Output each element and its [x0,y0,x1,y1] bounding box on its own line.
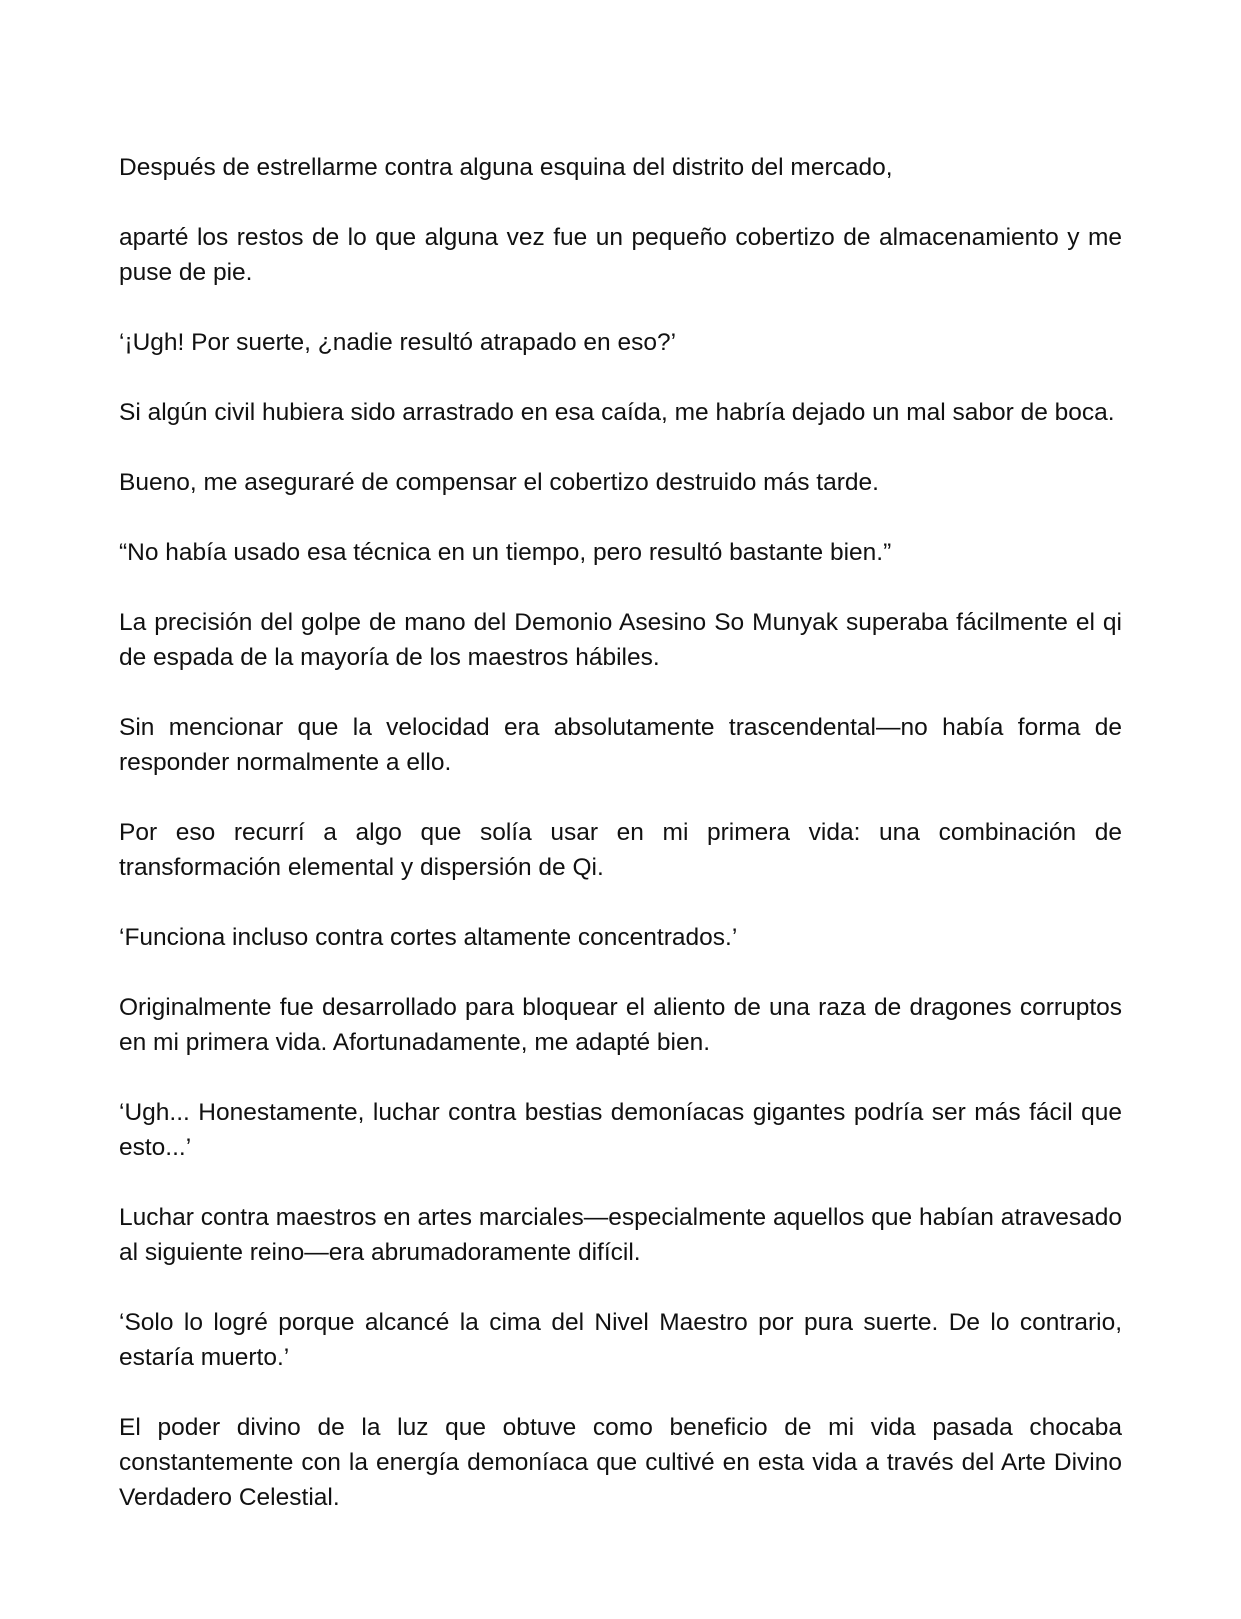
paragraph: ‘¡Ugh! Por suerte, ¿nadie resultó atrapado en eso?’ [119,329,677,356]
paragraph: Sin mencionar que la velocidad era absolutamente trascendental—no había forma de responder normalmente a ello. [119,714,1122,776]
paragraph: La precisión del golpe de mano del Demonio Asesino So Munyak superaba fácilmente el qi de espada de la mayoría de los maestros hábiles. [119,609,1122,671]
paragraph: Después de estrellarme contra alguna esquina del distrito del mercado, [119,154,893,181]
paragraph: aparté los restos de lo que alguna vez fue un pequeño cobertizo de almacenamiento y me puse de pie. [119,224,1122,286]
paragraph: Si algún civil hubiera sido arrastrado en esa caída, me habría dejado un mal sabor de boca. [119,399,1115,426]
paragraph: Luchar contra maestros en artes marciales—especialmente aquellos que habían atravesado al siguiente reino—era abrumadoramente difícil. [119,1204,1122,1266]
paragraph: ‘Ugh... Honestamente, luchar contra bestias demoníacas gigantes podría ser más fácil que esto...’ [119,1099,1122,1161]
paragraph: Originalmente fue desarrollado para bloquear el aliento de una raza de dragones corruptos en mi primera vida. Afortunadamente, me adapté bien. [119,994,1122,1056]
paragraph: ‘Funciona incluso contra cortes altamente concentrados.’ [119,924,738,951]
paragraph: Bueno, me aseguraré de compensar el cobertizo destruido más tarde. [119,469,879,496]
paragraph: El poder divino de la luz que obtuve como beneficio de mi vida pasada chocaba constantemente con la energía demoníaca que cultivé en esta vida a través del Arte Divino Verdadero Celestial. [119,1414,1122,1511]
paragraph: “No había usado esa técnica en un tiempo, pero resultó bastante bien.” [119,539,892,566]
paragraph: ‘Solo lo logré porque alcancé la cima del Nivel Maestro por pura suerte. De lo contrario, estaría muerto.’ [119,1309,1122,1371]
paragraph: Por eso recurrí a algo que solía usar en mi primera vida: una combinación de transformación elemental y dispersión de Qi. [119,819,1122,881]
document-body [119,150,1122,1550]
